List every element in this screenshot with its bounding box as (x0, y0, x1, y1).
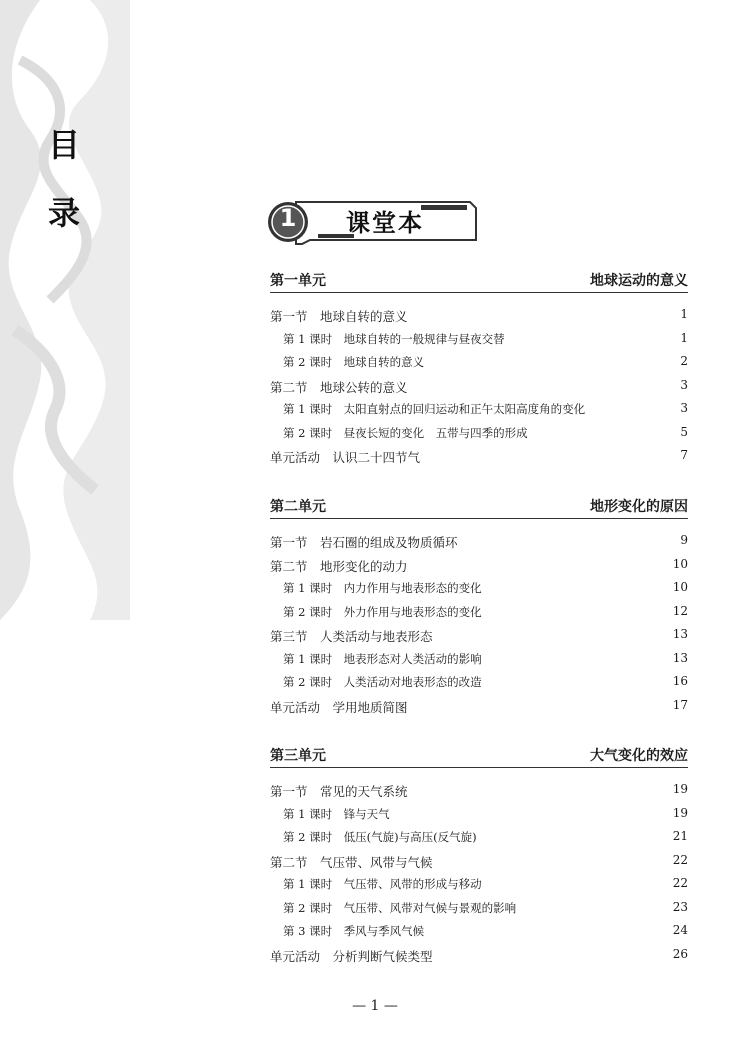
entry-page: 13 (672, 627, 688, 641)
entry-text: 第一节 地球自转的意义 (270, 309, 408, 324)
entry-text: 单元活动 认识二十四节气 (270, 450, 421, 465)
unit-block (270, 494, 688, 718)
toc-title-char-1: 目 (48, 126, 81, 164)
toc-entry[interactable] (270, 695, 688, 719)
toc-entry[interactable] (270, 897, 688, 921)
entry-text: 第二节 气压带、风带与气候 (270, 854, 433, 870)
entry-page: 10 (672, 580, 688, 594)
unit-block (270, 268, 688, 469)
page-number: — 1 — (352, 998, 398, 1014)
toc-entry[interactable] (270, 850, 688, 874)
entry-page: 12 (672, 603, 688, 618)
toc-entry[interactable] (270, 803, 688, 827)
entry-page: 7 (680, 448, 688, 462)
toc-entry[interactable] (270, 530, 688, 554)
toc-entry[interactable] (270, 351, 688, 375)
entry-page: 1 (680, 307, 688, 321)
entry-page: 24 (672, 923, 688, 937)
unit-header (270, 494, 688, 519)
entry-page: 13 (672, 650, 688, 665)
unit-title: 第二单元 (270, 499, 326, 515)
entry-text: 第 1 课时 锋与天气 (283, 806, 390, 821)
entry-page: 5 (680, 424, 688, 439)
toc-entry[interactable] (270, 779, 688, 803)
entry-text: 单元活动 分析判断气候类型 (270, 948, 433, 964)
toc-entry[interactable] (270, 375, 688, 399)
toc-entry[interactable] (270, 328, 688, 352)
entry-text: 第 1 课时 地球自转的一般规律与昼夜交替 (283, 331, 505, 346)
toc-entry[interactable] (270, 304, 688, 328)
entry-text: 第二节 地形变化的动力 (270, 558, 408, 574)
entry-page: 22 (672, 852, 688, 867)
toc-entry[interactable] (270, 554, 688, 578)
entry-page: 19 (672, 805, 688, 820)
entry-page: 2 (680, 354, 688, 368)
entry-text: 第 1 课时 地表形态对人类活动的影响 (283, 651, 482, 666)
entry-page: 3 (680, 401, 688, 415)
entry-text: 第 2 课时 地球自转的意义 (283, 355, 425, 369)
toc-entry[interactable] (270, 624, 688, 648)
entry-page: 22 (672, 876, 688, 890)
unit-header (270, 743, 688, 768)
entry-text: 第三节 人类活动与地表形态 (270, 629, 433, 644)
entry-page: 23 (672, 899, 688, 914)
entry-text: 第一节 岩石圈的组成及物质循环 (270, 535, 458, 550)
entry-page: 17 (672, 697, 688, 712)
toc-entry[interactable] (270, 398, 688, 422)
entry-text: 第 2 课时 人类活动对地表形态的改造 (283, 675, 482, 689)
toc-entry[interactable] (270, 920, 688, 944)
toc-entry[interactable] (270, 873, 688, 897)
toc-entry[interactable] (270, 826, 688, 850)
entry-text: 第 1 课时 气压带、风带的形成与移动 (283, 877, 482, 891)
entry-text: 单元活动 学用地质简图 (270, 699, 408, 715)
toc-entry[interactable] (270, 601, 688, 625)
entry-page: 16 (672, 674, 688, 688)
unit-subtitle: 地形变化的原因 (590, 499, 688, 515)
entry-page: 10 (672, 556, 688, 571)
toc-entry[interactable] (270, 671, 688, 695)
entry-text: 第 3 课时 季风与季风气候 (283, 924, 425, 938)
entry-text: 第 2 课时 外力作用与地表形态的变化 (283, 604, 482, 619)
unit-title: 第三单元 (270, 748, 326, 764)
entry-page: 9 (680, 533, 688, 547)
entry-page: 19 (672, 782, 688, 796)
unit-title: 第一单元 (270, 273, 326, 289)
badge-label: 课堂本 (346, 209, 424, 237)
toc-entry[interactable] (270, 422, 688, 446)
toc-entry[interactable] (270, 648, 688, 672)
toc-entry[interactable] (270, 577, 688, 601)
entry-text: 第 2 课时 昼夜长短的变化 五带与四季的形成 (283, 425, 528, 440)
entry-page: 3 (680, 377, 688, 392)
entry-text: 第二节 地球公转的意义 (270, 379, 408, 395)
toc-title-char-2: 录 (48, 194, 81, 232)
decorative-flourish (0, 0, 130, 620)
entry-text: 第一节 常见的天气系统 (270, 784, 408, 799)
unit-block (270, 743, 688, 967)
unit-header (270, 268, 688, 293)
entry-text: 第 2 课时 气压带、风带对气候与景观的影响 (283, 900, 517, 915)
entry-page: 26 (672, 946, 688, 961)
toc-entry[interactable] (270, 944, 688, 968)
unit-subtitle: 地球运动的意义 (590, 273, 688, 289)
unit-subtitle: 大气变化的效应 (590, 748, 688, 764)
entry-page: 1 (680, 330, 688, 345)
toc-entry[interactable] (270, 445, 688, 469)
entry-page: 21 (672, 829, 688, 843)
badge-number: 1 (279, 204, 297, 232)
entry-text: 第 2 课时 低压(气旋)与高压(反气旋) (283, 830, 477, 844)
entry-text: 第 1 课时 内力作用与地表形态的变化 (283, 581, 482, 595)
entry-text: 第 1 课时 太阳直射点的回归运动和正午太阳高度角的变化 (283, 402, 586, 416)
